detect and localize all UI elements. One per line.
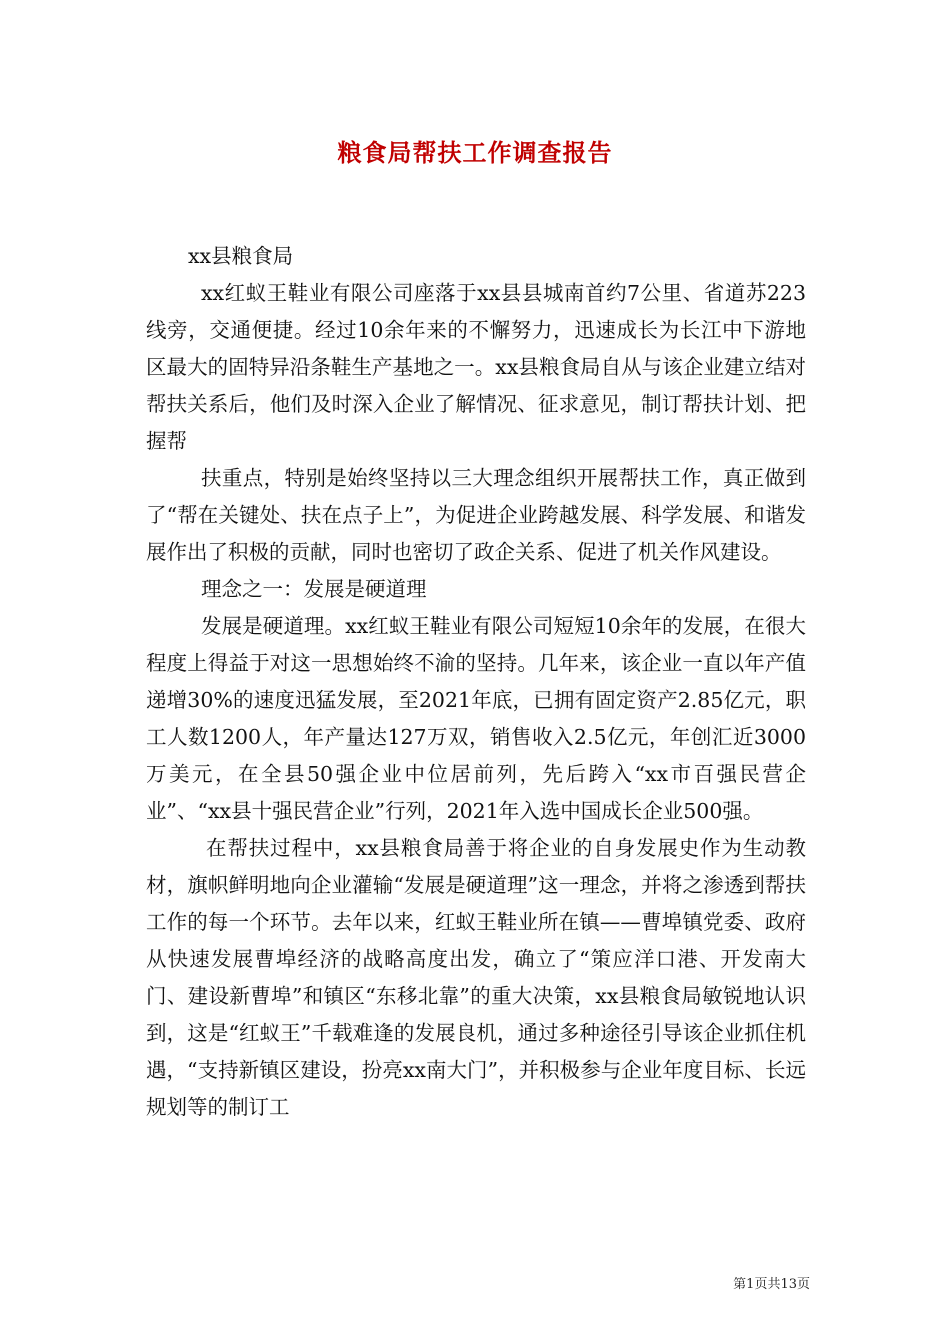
paragraph: xx红蚁王鞋业有限公司座落于xx县县城南首约7公里、省道苏223线旁，交通便捷。经过10余年来的不懈努力，迅速成长为长江中下游地区最大的固特异沿条鞋生产基地之一。xx县粮食局自从与该企业建立结对帮扶关系后，他们及时深入企业了解情况、征求意见，制订帮扶计划、把握帮 — [146, 281, 806, 453]
document-title: 粮食局帮扶工作调查报告 — [337, 138, 613, 167]
section-heading: 理念之一：发展是硬道理 — [201, 577, 427, 601]
author-line: xx县粮食局 — [188, 244, 294, 268]
paragraph: 发展是硬道理。xx红蚁王鞋业有限公司短短10余年的发展，在很大程度上得益于对这一思想始终不渝的坚持。几年来，该企业一直以年产值递增30%的速度迅猛发展，至2021年底，已拥有固定资产2.85亿元，职工人数1200人，年产量达127万双，销售收入2.5亿元，年创汇近3000万美元，在全县50强企业中位居前列，先后跨入“xx市百强民营企业”、“xx县十强民营企业”行列，2021年入选中国成长企业500强。 — [146, 614, 806, 823]
page-number: 第1页共13页 — [733, 1277, 810, 1292]
document-body — [146, 238, 806, 1126]
paragraph: 在帮扶过程中，xx县粮食局善于将企业的自身发展史作为生动教材，旗帜鲜明地向企业灌输“发展是硬道理”这一理念，并将之渗透到帮扶工作的每一个环节。去年以来，红蚁王鞋业所在镇——曹埠镇党委、政府从快速发展曹埠经济的战略高度出发，确立了“策应洋口港、开发南大门、建设新曹埠”和镇区“东移北靠”的重大决策，xx县粮食局敏锐地认识到，这是“红蚁王”千载难逢的发展良机，通过多种途径引导该企业抓住机遇，“支持新镇区建设，扮亮xx南大门”，并积极参与企业年度目标、长远规划等的制订工 — [146, 836, 806, 1119]
paragraph: 扶重点，特别是始终坚持以三大理念组织开展帮扶工作，真正做到了“帮在关键处、扶在点子上”，为促进企业跨越发展、科学发展、和谐发展作出了积极的贡献，同时也密切了政企关系、促进了机关作风建设。 — [146, 466, 806, 564]
